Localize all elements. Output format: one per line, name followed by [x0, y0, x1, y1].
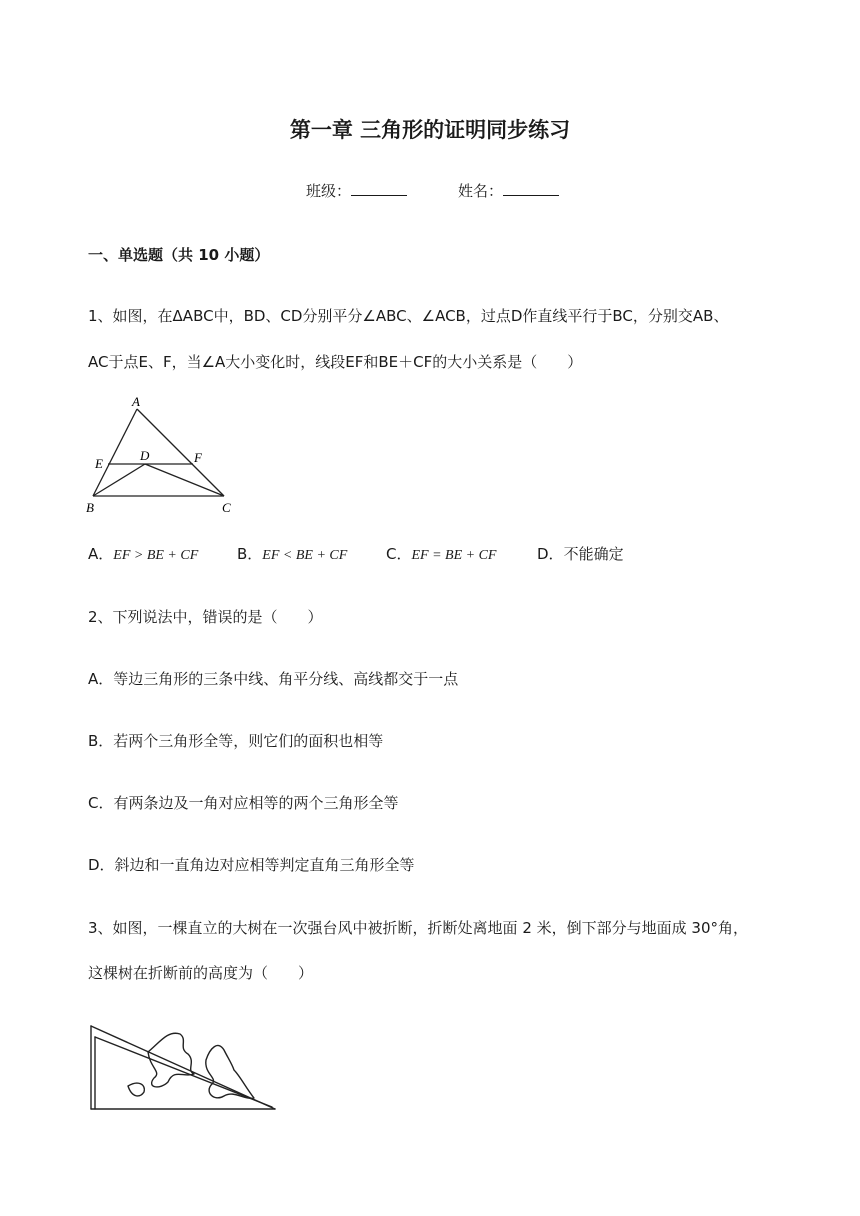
name-blank: [503, 181, 559, 196]
option-letter: C．: [386, 545, 412, 563]
option-letter: D．: [537, 545, 564, 563]
class-field: [306, 180, 407, 201]
label-e: E: [95, 456, 103, 471]
q3-stem-line2: 这棵树在折断前的高度为（ ）: [88, 964, 314, 982]
q1-option-a[interactable]: [88, 543, 198, 564]
q2-stem: 2、下列说法中，错误的是（ ）: [88, 608, 323, 626]
q1-stem-line2: AC于点E、F，当∠A大小变化时，线段EF和BE＋CF的大小关系是（ ）: [88, 353, 583, 371]
class-blank: [351, 181, 407, 196]
label-d: D: [140, 448, 150, 463]
q2-option-c[interactable]: C．有两条边及一角对应相等的两个三角形全等: [88, 794, 399, 812]
q1-option-b[interactable]: [237, 543, 347, 564]
option-math: EF = BE + CF: [411, 548, 497, 563]
q3-broken-tree-figure: [84, 1018, 284, 1114]
q1-stem-line1: 1、如图，在ΔABC中，BD、CD分别平分∠ABC、∠ACB，过点D作直线平行于BC，分别交AB、: [88, 307, 729, 325]
label-c: C: [222, 500, 231, 515]
option-text: 不能确定: [563, 545, 624, 563]
q1-option-d[interactable]: [537, 543, 624, 564]
name-label: 姓名：: [458, 182, 504, 200]
q2-option-a[interactable]: A．等边三角形的三条中线、角平分线、高线都交于一点: [88, 670, 459, 688]
label-f: F: [194, 450, 202, 465]
segment-cd: [145, 464, 224, 496]
q3-stem-line1: 3、如图，一棵直立的大树在一次强台风中被折断，折断处离地面 2 米，倒下部分与地面成 30°角，: [88, 919, 748, 937]
name-field: [458, 180, 559, 201]
side-ac: [137, 409, 224, 496]
section-heading: 一、单选题（共 10 小题）: [88, 246, 270, 264]
foliage-outline: [128, 1083, 144, 1096]
class-label: 班级：: [306, 182, 352, 200]
page-title: 第一章 三角形的证明同步练习: [289, 118, 571, 142]
option-letter: A．: [88, 545, 114, 563]
option-math: EF > BE + CF: [113, 548, 199, 563]
label-a: A: [132, 394, 140, 409]
option-letter: B．: [237, 545, 263, 563]
q2-option-d[interactable]: D．斜边和一直角边对应相等判定直角三角形全等: [88, 856, 415, 874]
q1-triangle-figure: [84, 392, 244, 516]
option-math: EF < BE + CF: [262, 548, 348, 563]
label-b: B: [86, 500, 94, 515]
q1-option-c[interactable]: [386, 543, 496, 564]
q2-option-b[interactable]: B．若两个三角形全等，则它们的面积也相等: [88, 732, 384, 750]
